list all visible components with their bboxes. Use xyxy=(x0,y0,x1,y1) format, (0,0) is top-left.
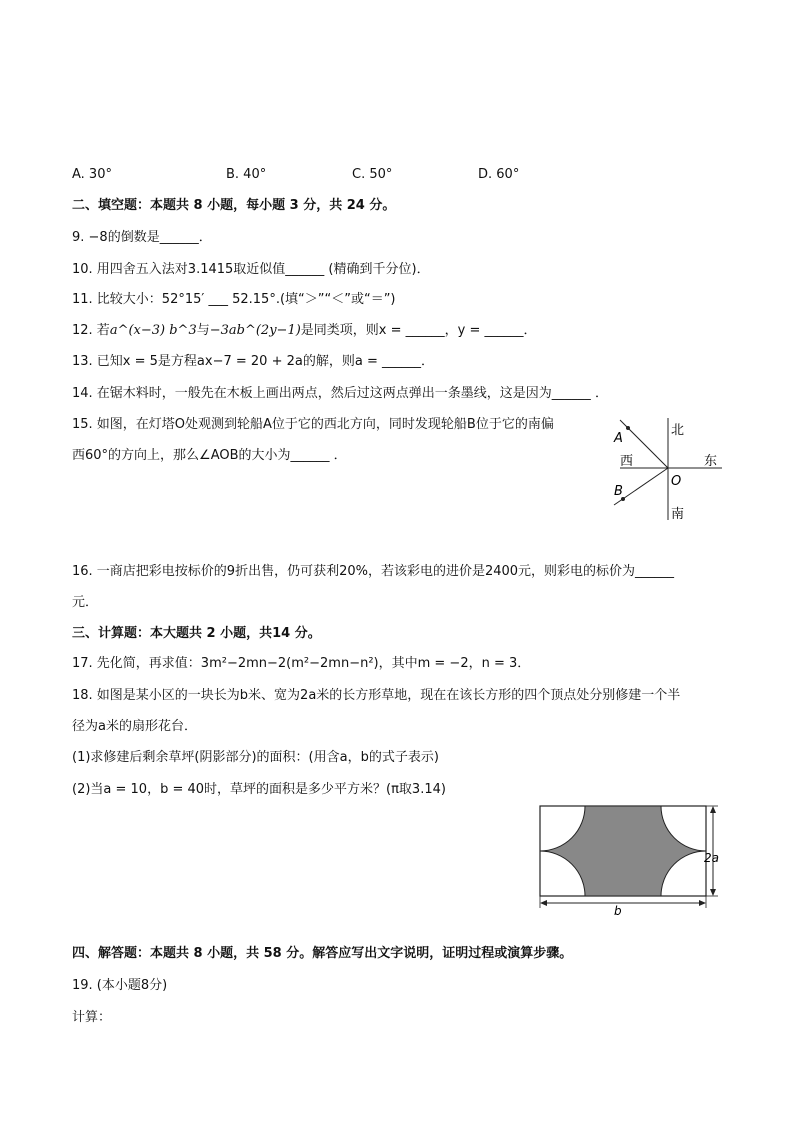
option-a: A. 30° xyxy=(72,167,112,182)
q12-term-2: −3ab^(2y−1) xyxy=(209,323,301,338)
section-4-heading: 四、解答题：本题共 8 小题，共 58 分。解答应写出文字说明，证明过程或演算步骤。 xyxy=(72,946,573,961)
question-15-line-2: 西60°的方向上，那么∠AOB的大小为______ ． xyxy=(72,448,347,463)
height-label: 2a xyxy=(704,851,719,865)
label-o: O xyxy=(671,474,682,489)
section-2-heading: 二、填空题：本题共 8 小题，每小题 3 分，共 24 分。 xyxy=(72,198,396,213)
question-12 xyxy=(72,321,537,341)
question-10: 10. 用四舍五入法对3.1415取近似值______ (精确到千分位)． xyxy=(72,262,430,277)
question-19: 19. (本小题8分) xyxy=(72,978,168,993)
q12-mid: 与 xyxy=(196,323,210,338)
q12-suffix: 是同类项，则x = ______，y = ______． xyxy=(300,323,537,338)
question-16-line-2: 元． xyxy=(72,595,99,610)
q12-prefix: 12. 若 xyxy=(72,323,110,338)
ship-a-point xyxy=(626,426,630,430)
label-north: 北 xyxy=(671,423,685,438)
compass-figure xyxy=(600,410,730,525)
width-label: b xyxy=(614,904,622,918)
question-14: 14. 在锯木料时，一般先在木板上画出两点，然后过这两点弹出一条墨线，这是因为______ ． xyxy=(72,386,608,401)
question-18-line-1: 18. 如图是某小区的一块长为b米、宽为2a米的长方形草地，现在在该长方形的四个顶点处分别修建一个半 xyxy=(72,688,681,703)
label-south: 南 xyxy=(671,507,685,522)
question-17: 17. 先化简，再求值：3m²−2mn−2(m²−2mn−n²)，其中m = −2，n = 3． xyxy=(72,656,531,671)
option-d: D. 60° xyxy=(478,167,520,182)
question-19-prompt: 计算： xyxy=(72,1010,112,1025)
option-c: C. 50° xyxy=(352,167,393,182)
label-a: A xyxy=(614,431,623,446)
label-west: 西 xyxy=(620,454,634,469)
question-18-part-1: (1)求修建后剩余草坪(阴影部分)的面积：(用含a，b的式子表示) xyxy=(72,750,439,765)
question-18-line-2: 径为a米的扇形花台． xyxy=(72,719,197,734)
lawn-figure xyxy=(532,800,732,918)
label-b: B xyxy=(614,484,623,499)
question-13: 13. 已知x = 5是方程ax−7 = 20 + 2a的解，则a = ______． xyxy=(72,354,434,369)
option-b: B. 40° xyxy=(226,167,267,182)
section-3-heading: 三、计算题：本大题共 2 小题，共14 分。 xyxy=(72,626,321,641)
question-18-part-2: (2)当a = 10，b = 40时，草坪的面积是多少平方米？(π取3.14) xyxy=(72,782,446,797)
question-11: 11. 比较大小：52°15′ ___ 52.15°.(填“＞”“＜”或“＝”) xyxy=(72,292,396,307)
question-15-line-1: 15. 如图，在灯塔O处观测到轮船A位于它的西北方向，同时发现轮船B位于它的南偏 xyxy=(72,417,554,432)
question-9: 9. −8的倒数是______． xyxy=(72,230,212,245)
q12-term-1: a^(x−3) b^3 xyxy=(109,323,197,338)
label-east: 东 xyxy=(704,454,718,469)
question-16-line-1: 16. 一商店把彩电按标价的9折出售，仍可获利20%，若该彩电的进价是2400元，则彩电的标价为______ xyxy=(72,564,675,579)
